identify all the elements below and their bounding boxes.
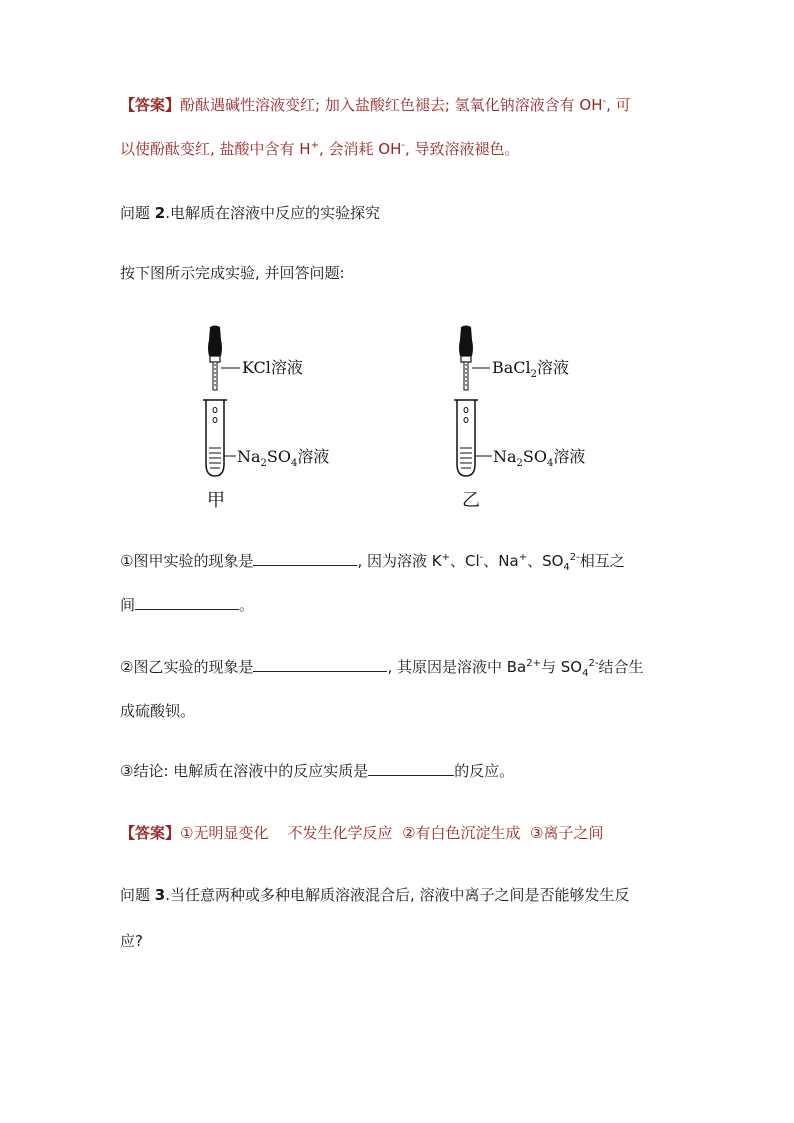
test-tube-icon xyxy=(454,400,478,476)
answer-blank[interactable] xyxy=(135,594,239,610)
item3-line: ③结论: 电解质在溶液中的反应实质是 的反应。 xyxy=(120,762,515,780)
caption-jia: 甲 xyxy=(207,490,225,511)
answer-tag: 【答案】 xyxy=(120,824,181,842)
answer2-line: 【答案】①无明显变化 不发生化学反应 ②有白色沉淀生成 ③离子之间 xyxy=(120,824,604,842)
caption-yi: 乙 xyxy=(462,490,480,511)
item2-line1: ②图乙实验的现象是 , 其原因是溶液中 $Ba^{2+}$与 $SO_4^{2-}$结合生 xyxy=(120,658,644,679)
item1-line1: ①图甲实验的现象是 , 因为溶液 K+、Cl-、Na+、$SO_4^{2-}$相互之 xyxy=(120,552,625,573)
answer-blank[interactable] xyxy=(368,760,454,776)
question2-instruction: 按下图所示完成实验, 并回答问题: xyxy=(120,264,345,282)
item2-line2: 成硫酸钡。 xyxy=(120,702,196,720)
answer-blank[interactable] xyxy=(253,656,387,672)
experiment-jia xyxy=(203,326,329,512)
na2so4-label-jia: $Na_2SO_4$溶液 xyxy=(237,447,330,469)
item1-line2: 间 。 xyxy=(120,596,255,614)
dropper-icon xyxy=(459,326,473,391)
question2-title: 问题 2.电解质在溶液中反应的实验探究 xyxy=(120,204,380,222)
answer-blank[interactable] xyxy=(253,550,357,566)
kcl-label: KCl溶液 xyxy=(242,358,303,377)
test-tube-icon xyxy=(203,400,227,476)
question3-line2: 应? xyxy=(120,932,143,950)
na2so4-label-yi: $Na_2SO_4$溶液 xyxy=(493,447,586,469)
question3-title: 问题 3.当任意两种或多种电解质溶液混合后, 溶液中离子之间是否能够发生反 xyxy=(120,886,630,904)
answer1-line1: 【答案】酚酞遇碱性溶液变红; 加入盐酸红色褪去; 氢氧化钠溶液含有 OH-, 可 xyxy=(120,96,631,114)
experiment-figure xyxy=(190,322,630,522)
experiment-yi xyxy=(454,326,585,512)
answer-tag: 【答案】 xyxy=(120,96,181,114)
bacl2-label: BaCl$_2$溶液 xyxy=(492,358,570,380)
dropper-icon xyxy=(208,326,222,391)
answer1-line2: 以使酚酞变红, 盐酸中含有 H+, 会消耗 OH-, 导致溶液褪色。 xyxy=(120,140,520,158)
